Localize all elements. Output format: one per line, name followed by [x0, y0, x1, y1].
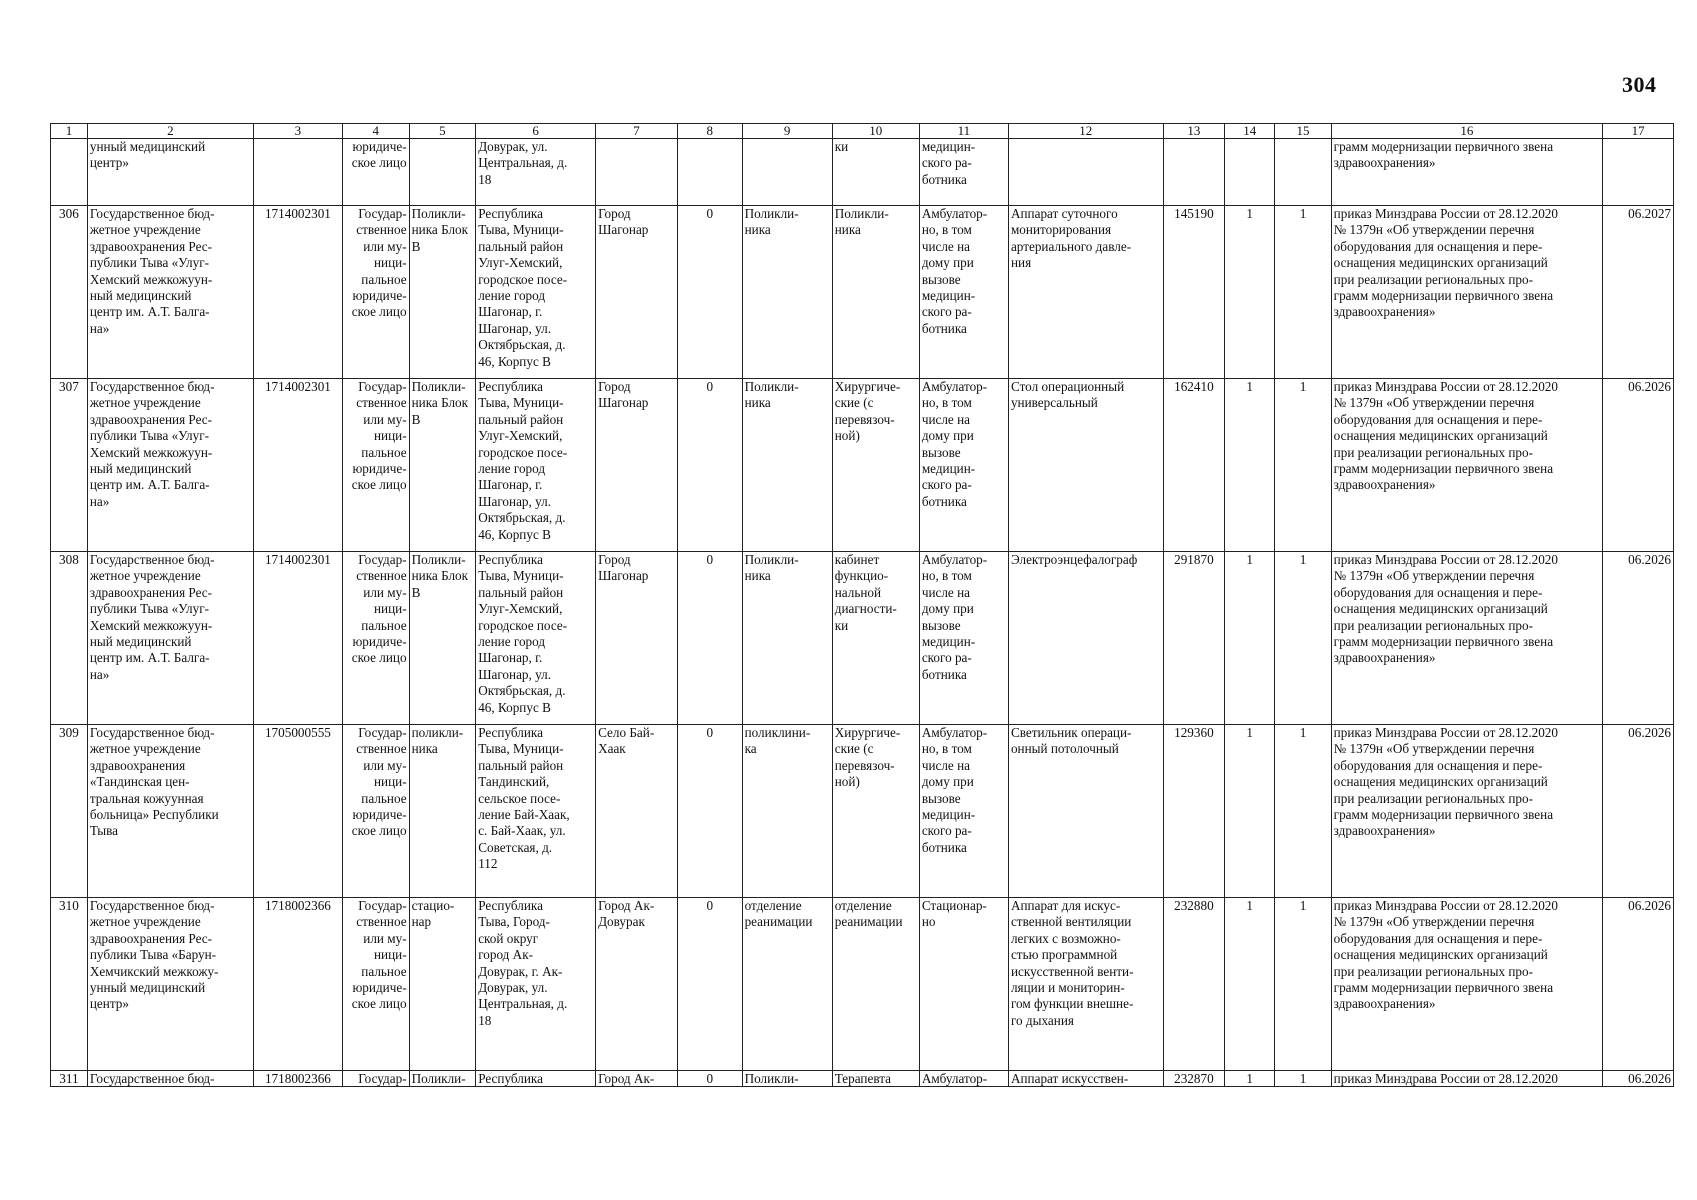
row-number-text: 309: [59, 725, 79, 740]
column-number-header: 10: [832, 124, 919, 139]
subdivision-cell-text: Терапевта: [834, 1071, 891, 1086]
code-cell: [678, 1071, 743, 1087]
subdivision-cell: [832, 552, 919, 725]
table-row: [51, 898, 1674, 1071]
division-cell-text: отделение реанимации: [744, 898, 813, 930]
row-number: [51, 379, 88, 552]
deadline-date-cell-text: 06.2026: [1628, 725, 1671, 740]
column-number-header: 2: [87, 124, 253, 139]
address-cell: [476, 1071, 596, 1087]
structural-unit-cell: [409, 1071, 476, 1087]
division-cell: [742, 379, 832, 552]
inn-cell-text: 1714002301: [264, 206, 331, 221]
locality-cell-text: Город Шагонар: [598, 379, 649, 411]
deadline-date-cell-text: 06.2026: [1628, 379, 1671, 394]
organization-name-text: Государственное бюд- жетное учреждение здравоохранения «Тандинская цен- тральная кожуунная больница» Республики Тыва: [89, 725, 219, 839]
organization-name-text: Государственное бюд- жетное учреждение здравоохранения Рес- публики Тыва «Барун- Хемчикский межкожу- унный медицинский центр»: [89, 898, 219, 1012]
inn-cell: [253, 552, 342, 725]
division-cell: [742, 1071, 832, 1087]
quantity-cell: [1225, 898, 1275, 1071]
deadline-date-cell: [1603, 139, 1674, 206]
care-type-cell-text: Амбулатор-: [921, 1071, 988, 1086]
address-cell: [476, 725, 596, 898]
locality-cell: [596, 552, 678, 725]
quantity-cell-text: 1: [1246, 379, 1254, 394]
address-cell: [476, 898, 596, 1071]
locality-cell: [596, 1071, 678, 1087]
subdivision-cell: [832, 1071, 919, 1087]
row-number-text: 311: [59, 1071, 79, 1086]
equipment-code-cell-text: 232880: [1174, 898, 1214, 913]
subdivision-cell-text: Хирургиче- ские (с перевязоч- ной): [834, 725, 901, 790]
care-type-cell: [919, 379, 1008, 552]
equipment-cell: [1008, 725, 1163, 898]
structural-unit-cell: [409, 552, 476, 725]
structural-unit-cell: [409, 206, 476, 379]
quantity-cell-text: 1: [1246, 206, 1254, 221]
division-cell: [742, 206, 832, 379]
quantity-cell-text: 1: [1299, 1071, 1307, 1086]
care-type-cell: [919, 1071, 1008, 1087]
division-cell: [742, 139, 832, 206]
order-reference-cell: [1331, 139, 1603, 206]
row-number-text: 307: [59, 379, 79, 394]
subdivision-cell: [832, 206, 919, 379]
legal-form-cell-text: Государ- ственное или му- ници- пальное юридиче- ское лицо: [351, 898, 407, 1012]
subdivision-cell: [832, 379, 919, 552]
locality-cell: [596, 139, 678, 206]
code-cell-text: 0: [706, 898, 714, 913]
deadline-date-cell: [1603, 206, 1674, 379]
row-number: [51, 1071, 88, 1087]
order-reference-cell: [1331, 725, 1603, 898]
equipment-code-cell-text: 232870: [1174, 1071, 1214, 1086]
code-cell: [678, 379, 743, 552]
legal-form-cell: [343, 1071, 410, 1087]
address-cell-text: Республика Тыва, Муници- пальный район Улуг-Хемский, городское посе- ление город Шагонар, г. Шагонар, ул. Октябрьская, д. 46, Корпус В: [478, 552, 568, 715]
locality-cell: [596, 206, 678, 379]
inn-cell-text: 1705000555: [264, 725, 331, 740]
code-cell-text: 0: [706, 1071, 714, 1086]
address-cell-text: Республика: [478, 1071, 543, 1086]
column-number-header: 1: [51, 124, 88, 139]
inn-cell: [253, 139, 342, 206]
column-number-header: 8: [678, 124, 743, 139]
row-number: [51, 552, 88, 725]
care-type-cell-text: Амбулатор- но, в том числе на дому при вызове медицин- ского ра- ботника: [921, 552, 988, 682]
subdivision-cell-text: Хирургиче- ские (с перевязоч- ной): [834, 379, 901, 444]
inn-cell: [253, 1071, 342, 1087]
locality-cell: [596, 379, 678, 552]
care-type-cell-text: Амбулатор- но, в том числе на дому при вызове медицин- ского ра- ботника: [921, 379, 988, 509]
locality-cell-text: Город Ак-: [598, 1071, 655, 1086]
address-cell-text: Довурак, ул. Центральная, д. 18: [478, 139, 568, 187]
quantity-cell: [1275, 552, 1331, 725]
equipment-cell-text: Аппарат искусствен-: [1010, 1071, 1129, 1086]
quantity-cell-text: 1: [1246, 1071, 1254, 1086]
care-type-cell: [919, 898, 1008, 1071]
equipment-code-cell: [1163, 379, 1224, 552]
equipment-code-cell: [1163, 1071, 1224, 1087]
quantity-cell: [1275, 206, 1331, 379]
equipment-cell-text: Аппарат для искус- ственной вентиляции легких с возможно- стью программной искусственной венти- ляции и мониторин- гом функции внешне- го дыхания: [1010, 898, 1134, 1028]
legal-form-cell: [343, 139, 410, 206]
subdivision-cell: [832, 725, 919, 898]
care-type-cell-text: Амбулатор- но, в том числе на дому при вызове медицин- ского ра- ботника: [921, 206, 988, 336]
code-cell: [678, 552, 743, 725]
division-cell: [742, 725, 832, 898]
inn-cell-text: 1718002366: [264, 1071, 331, 1086]
address-cell-text: Республика Тыва, Муници- пальный район Улуг-Хемский, городское посе- ление город Шагонар, г. Шагонар, ул. Октябрьская, д. 46, Корпус В: [478, 206, 568, 369]
column-number-header: 5: [409, 124, 476, 139]
quantity-cell: [1225, 725, 1275, 898]
organization-name-text: унный медицинский центр»: [89, 139, 206, 171]
organization-name-text: Государственное бюд- жетное учреждение здравоохранения Рес- публики Тыва «Улуг- Хемский межкожуун- ный медицинский центр им. А.Т. Балга- на»: [89, 206, 215, 336]
quantity-cell-text: 1: [1246, 725, 1254, 740]
deadline-date-cell-text: 06.2026: [1628, 552, 1671, 567]
organization-name: [87, 379, 253, 552]
column-number-header: 14: [1225, 124, 1275, 139]
column-number-header: 15: [1275, 124, 1331, 139]
deadline-date-cell-text: 06.2026: [1628, 1071, 1671, 1086]
legal-form-cell: [343, 552, 410, 725]
table-row: [51, 1071, 1674, 1087]
legal-form-cell-text: Государ- ственное или му- ници- пальное юридиче- ское лицо: [351, 725, 407, 839]
organization-name: [87, 898, 253, 1071]
row-number: [51, 898, 88, 1071]
equipment-code-cell-text: 291870: [1174, 552, 1214, 567]
care-type-cell-text: Стационар- но: [921, 898, 987, 930]
column-number-header: 17: [1603, 124, 1674, 139]
equipment-cell: [1008, 1071, 1163, 1087]
equipment-cell: [1008, 379, 1163, 552]
order-reference-cell-text: приказ Минздрава России от 28.12.2020: [1333, 1071, 1558, 1086]
quantity-cell-text: 1: [1299, 552, 1307, 567]
quantity-cell: [1225, 379, 1275, 552]
order-reference-cell: [1331, 898, 1603, 1071]
order-reference-cell-text: приказ Минздрава России от 28.12.2020 № 1379н «Об утверждении перечня оборудования для оснащения и пере- оснащения медицинских организаций при реализации региональных про- грамм модернизации первичного звена здравоохранения»: [1333, 898, 1558, 1012]
order-reference-cell: [1331, 552, 1603, 725]
deadline-date-cell-text: 06.2027: [1628, 206, 1671, 221]
deadline-date-cell: [1603, 552, 1674, 725]
row-number-text: 308: [59, 552, 79, 567]
address-cell-text: Республика Тыва, Муници- пальный район Улуг-Хемский, городское посе- ление город Шагонар, г. Шагонар, ул. Октябрьская, д. 46, Корпус В: [478, 379, 568, 542]
row-number: [51, 139, 88, 206]
structural-unit-cell-text: стацио- нар: [411, 898, 455, 930]
equipment-code-cell: [1163, 206, 1224, 379]
quantity-cell: [1275, 725, 1331, 898]
care-type-cell: [919, 206, 1008, 379]
equipment-code-cell: [1163, 139, 1224, 206]
column-number-header: 3: [253, 124, 342, 139]
order-reference-cell-text: приказ Минздрава России от 28.12.2020 № 1379н «Об утверждении перечня оборудования для оснащения и пере- оснащения медицинских организаций при реализации региональных про- грамм модернизации первичного звена здравоохранения»: [1333, 206, 1558, 320]
address-cell-text: Республика Тыва, Муници- пальный район Тандинский, сельское посе- ление Бай-Хаак, с. Бай-Хаак, ул. Советская, д. 112: [478, 725, 570, 872]
organization-name-text: Государственное бюд- жетное учреждение здравоохранения Рес- публики Тыва «Улуг- Хемский межкожуун- ный медицинский центр им. А.Т. Балга- на»: [89, 552, 215, 682]
row-number: [51, 725, 88, 898]
deadline-date-cell-text: 06.2026: [1628, 898, 1671, 913]
locality-cell-text: Село Бай- Хаак: [598, 725, 655, 757]
row-number-text: 310: [59, 898, 79, 913]
code-cell: [678, 206, 743, 379]
legal-form-cell: [343, 379, 410, 552]
quantity-cell: [1225, 139, 1275, 206]
quantity-cell: [1225, 552, 1275, 725]
code-cell-text: 0: [706, 725, 714, 740]
structural-unit-cell-text: Поликли- ника Блок В: [411, 379, 469, 427]
care-type-cell-text: медицин- ского ра- ботника: [921, 139, 976, 187]
organization-name: [87, 725, 253, 898]
locality-cell-text: Город Шагонар: [598, 552, 649, 584]
organization-name: [87, 206, 253, 379]
subdivision-cell: [832, 139, 919, 206]
column-number-header: 9: [742, 124, 832, 139]
inn-cell-text: 1714002301: [264, 379, 331, 394]
equipment-code-cell: [1163, 725, 1224, 898]
address-cell: [476, 139, 596, 206]
quantity-cell: [1275, 898, 1331, 1071]
equipment-cell: [1008, 898, 1163, 1071]
quantity-cell: [1275, 1071, 1331, 1087]
subdivision-cell-text: Поликли- ника: [834, 206, 889, 238]
column-number-header: 6: [476, 124, 596, 139]
inn-cell: [253, 379, 342, 552]
order-reference-cell-text: грамм модернизации первичного звена здравоохранения»: [1333, 139, 1554, 171]
table-body: [51, 139, 1674, 1087]
division-cell: [742, 898, 832, 1071]
quantity-cell: [1225, 206, 1275, 379]
locality-cell-text: Город Шагонар: [598, 206, 649, 238]
table-row: [51, 206, 1674, 379]
order-reference-cell-text: приказ Минздрава России от 28.12.2020 № 1379н «Об утверждении перечня оборудования для оснащения и пере- оснащения медицинских организаций при реализации региональных про- грамм модернизации первичного звена здравоохранения»: [1333, 552, 1558, 666]
legal-form-cell-text: юридиче- ское лицо: [351, 139, 407, 171]
organization-name: [87, 139, 253, 206]
care-type-cell: [919, 139, 1008, 206]
inn-cell: [253, 206, 342, 379]
page-number: 304: [1622, 72, 1657, 97]
order-reference-cell: [1331, 379, 1603, 552]
legal-form-cell-text: Государ- ственное или му- ници- пальное юридиче- ское лицо: [351, 206, 407, 320]
order-reference-cell: [1331, 206, 1603, 379]
care-type-cell: [919, 725, 1008, 898]
structural-unit-cell-text: поликли- ника: [411, 725, 464, 757]
column-number-header: 7: [596, 124, 678, 139]
header-row: [51, 124, 1674, 139]
column-number-header: 16: [1331, 124, 1603, 139]
inn-cell: [253, 725, 342, 898]
structural-unit-cell: [409, 139, 476, 206]
equipment-code-cell-text: 145190: [1174, 206, 1214, 221]
column-number-header: 4: [343, 124, 410, 139]
locality-cell-text: Город Ак- Довурак: [598, 898, 655, 930]
organization-name-text: Государственное бюд- жетное учреждение здравоохранения Рес- публики Тыва «Улуг- Хемский межкожуун- ный медицинский центр им. А.Т. Балга- на»: [89, 379, 215, 509]
code-cell-text: 0: [706, 206, 714, 221]
division-cell-text: поликлини- ка: [744, 725, 811, 757]
locality-cell: [596, 898, 678, 1071]
order-reference-cell-text: приказ Минздрава России от 28.12.2020 № 1379н «Об утверждении перечня оборудования для оснащения и пере- оснащения медицинских организаций при реализации региональных про- грамм модернизации первичного звена здравоохранения»: [1333, 725, 1558, 839]
address-cell-text: Республика Тыва, Город- ской округ город Ак- Довурак, г. Ак- Довурак, ул. Центральная, д. 18: [478, 898, 568, 1028]
column-number-header: 13: [1163, 124, 1224, 139]
equipment-cell-text: Стол операционный универсальный: [1010, 379, 1125, 411]
quantity-cell: [1275, 139, 1331, 206]
division-cell-text: Поликли- ника: [744, 379, 799, 411]
order-reference-cell: [1331, 1071, 1603, 1087]
care-type-cell-text: Амбулатор- но, в том числе на дому при вызове медицин- ского ра- ботника: [921, 725, 988, 855]
structural-unit-cell: [409, 379, 476, 552]
equipment-table: [50, 123, 1674, 1087]
code-cell-text: 0: [706, 552, 714, 567]
code-cell-text: 0: [706, 379, 714, 394]
structural-unit-cell-text: Поликли- ника Блок В: [411, 206, 469, 254]
column-number-header: 11: [919, 124, 1008, 139]
structural-unit-cell: [409, 725, 476, 898]
address-cell: [476, 206, 596, 379]
equipment-code-cell: [1163, 552, 1224, 725]
quantity-cell-text: 1: [1299, 898, 1307, 913]
legal-form-cell-text: Государ-: [358, 1071, 407, 1086]
deadline-date-cell: [1603, 379, 1674, 552]
organization-name: [87, 552, 253, 725]
subdivision-cell-text: отделение реанимации: [834, 898, 903, 930]
quantity-cell-text: 1: [1299, 206, 1307, 221]
equipment-cell-text: Аппарат суточного мониторирования артериального давле- ния: [1010, 206, 1132, 271]
code-cell: [678, 898, 743, 1071]
quantity-cell-text: 1: [1299, 725, 1307, 740]
legal-form-cell-text: Государ- ственное или му- ници- пальное юридиче- ское лицо: [351, 552, 407, 666]
organization-name-text: Государственное бюд-: [89, 1071, 215, 1086]
order-reference-cell-text: приказ Минздрава России от 28.12.2020 № 1379н «Об утверждении перечня оборудования для оснащения и пере- оснащения медицинских организаций при реализации региональных про- грамм модернизации первичного звена здравоохранения»: [1333, 379, 1558, 493]
division-cell-text: Поликли- ника: [744, 552, 799, 584]
quantity-cell: [1225, 1071, 1275, 1087]
legal-form-cell-text: Государ- ственное или му- ници- пальное юридиче- ское лицо: [351, 379, 407, 493]
quantity-cell: [1275, 379, 1331, 552]
division-cell-text: Поликли- ника: [744, 206, 799, 238]
organization-name: [87, 1071, 253, 1087]
row-number-text: 306: [59, 206, 79, 221]
column-number-header: 12: [1008, 124, 1163, 139]
row-number: [51, 206, 88, 379]
table-row: [51, 379, 1674, 552]
equipment-code-cell-text: 129360: [1174, 725, 1214, 740]
table-row: [51, 552, 1674, 725]
subdivision-cell-text: кабинет функцио- нальной диагности- ки: [834, 552, 897, 633]
equipment-cell: [1008, 552, 1163, 725]
equipment-cell-text: Электроэнцефалограф: [1010, 552, 1138, 567]
subdivision-cell: [832, 898, 919, 1071]
subdivision-cell-text: ки: [834, 139, 849, 154]
structural-unit-cell-text: Поликли- ника Блок В: [411, 552, 469, 600]
deadline-date-cell: [1603, 1071, 1674, 1087]
division-cell-text: Поликли-: [744, 1071, 799, 1086]
equipment-cell: [1008, 206, 1163, 379]
address-cell: [476, 552, 596, 725]
address-cell: [476, 379, 596, 552]
legal-form-cell: [343, 725, 410, 898]
equipment-cell: [1008, 139, 1163, 206]
legal-form-cell: [343, 206, 410, 379]
code-cell: [678, 139, 743, 206]
care-type-cell: [919, 552, 1008, 725]
inn-cell-text: 1718002366: [264, 898, 331, 913]
structural-unit-cell-text: Поликли-: [411, 1071, 466, 1086]
deadline-date-cell: [1603, 898, 1674, 1071]
division-cell: [742, 552, 832, 725]
inn-cell-text: 1714002301: [264, 552, 331, 567]
code-cell: [678, 725, 743, 898]
equipment-code-cell: [1163, 898, 1224, 1071]
inn-cell: [253, 898, 342, 1071]
table-row: [51, 725, 1674, 898]
equipment-code-cell-text: 162410: [1174, 379, 1214, 394]
quantity-cell-text: 1: [1246, 898, 1254, 913]
legal-form-cell: [343, 898, 410, 1071]
table-row: [51, 139, 1674, 206]
quantity-cell-text: 1: [1299, 379, 1307, 394]
quantity-cell-text: 1: [1246, 552, 1254, 567]
equipment-cell-text: Светильник операци- онный потолочный: [1010, 725, 1132, 757]
deadline-date-cell: [1603, 725, 1674, 898]
locality-cell: [596, 725, 678, 898]
structural-unit-cell: [409, 898, 476, 1071]
